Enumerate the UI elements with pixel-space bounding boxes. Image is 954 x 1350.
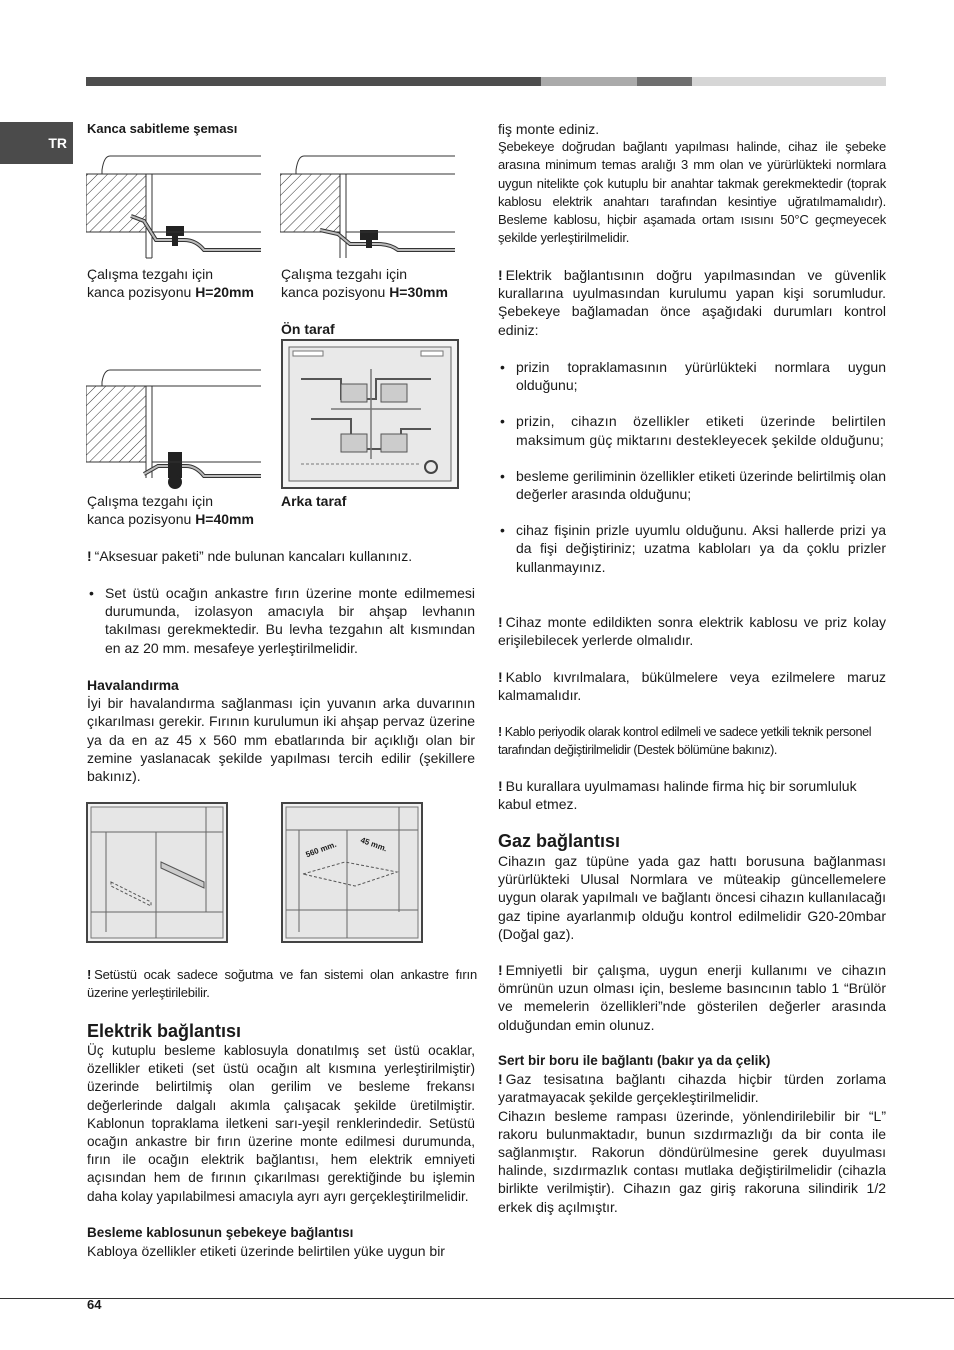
wood-board-bullet: • Set üstü ocağın ankastre fırın üzerine monte edilmemesi durumunda, izolasyon amacıyla bir ahşap levhanın takılması gerekmektedir. Bu levha tezgahın alt kısmından en az 20 mm. mesafeye yerleştirilmelidir. xyxy=(87,584,475,657)
page-number: 64 xyxy=(87,1297,102,1312)
caption-h20: Çalışma tezgahı için kanca pozisyonu H=20mm xyxy=(87,266,254,301)
front-side-label: Ön taraf xyxy=(281,321,335,337)
electrical-section: Elektrik bağlantısı Üç kutuplu besleme kablosuyla donatılmış set üstü ocaklar, özellikler etiketi (set üstü ocağın alt kısmına yerleştirilmiştir) üzerinde belirtilmiş olan gerilim ve besleme frekansı değerlerinde dalgalı akımla çalışacak şekilde üretilmiştir. Kablonun topraklama iletkeni sarı-yeşil renklerindedir. Setüstü ocağın ankastre bir fırın üzerine monte edilmesi durumunda, fırın ile ocağın elektrik bağlantısı, hem elektrik emniyeti açısından hem de fırının çıkarılması gerektiğinde bu işlemin daha kolay yapılabilmesi amacıyla ayrı ayrı gerçekleştirilmelidir. xyxy=(87,1021,475,1204)
oven-fan-note: ! Setüstü ocak sadece soğutma ve fan sistemi olan ankastre fırın üzerine yerleştirilebilir. xyxy=(87,967,477,1001)
caption-h30: Çalışma tezgahı için kanca pozisyonu H=30mm xyxy=(281,266,448,301)
hook-diagram-title: Kanca sabitleme şeması xyxy=(87,121,238,136)
hook-diagram-h20 xyxy=(86,146,266,264)
dimension-560-label: 560 mm. xyxy=(304,839,338,860)
ventilation-figure-1 xyxy=(86,802,228,943)
footer-rule xyxy=(0,1298,954,1299)
bend-note: ! Kablo kıvrılmalara, bükülmelere veya ezilmelere maruz kalmamalıdır. xyxy=(498,669,886,704)
plug-continuation: fiş monte ediniz. Şebekeye doğrudan bağlantı yapılması halinde, cihaz ile şebeke arasına minimum temas aralığı 3 mm olan ve yürürlükteki normlara uygun nitelikte çok kutuplu bir anahtar takmak gerekmektedir (toprak kablosu elektrik anahtarı tarafından kesintiye uğratılmamalıdır). Besleme kablosu, hiçbir aşamada ortam ısısını 50°C geçmeyecek şekilde yerleştirilmelidir. xyxy=(498,121,886,246)
bullet-voltage: • besleme geriliminin özellikler etiketi üzerinde belirtilmiş olan değerler arasında olduğunu; xyxy=(498,467,886,503)
ventilation-section: Havalandırma İyi bir havalandırma sağlanması için yuvanın arka duvarının çıkarılması gerekir. Fırının kurulumun iki ahşap pervaz üzerine ya da en az 45 x 560 mm ebatlarında bir açıklığı olan bir zemine yaslanacak şekilde yapılması tercih edilir (şekillere bakınız). xyxy=(87,677,475,785)
hob-underside-diagram xyxy=(281,339,459,489)
liability-note: ! Bu kurallara uyulmaması halinde firma hiç bir sorumluluk kabul etmez. xyxy=(498,778,857,813)
rigid-pipe-section: Sert bir boru ile bağlantı (bakır ya da çelik) ! Gaz tesisatına bağlantı cihazda hiçbir türden zorlama yaratmayacak şekilde gerçekleştirilmelidir. Cihazın besleme rampası üzerinde, yönlendirilebilir bir “L” rakoru bulunmaktadır, bunun sızdırmazlığı da bir conta ile sağlanmıştır. Rakorun döndürülmesine gerek duyulması halinde, sızdırmazlık contası mutlaka değiştirilmelidir (cihazla birlikte verilmiştir). Cihazın gaz giriş rakoruna silindirik 1/2 erkek diş açılmıştır. xyxy=(498,1053,886,1215)
cable-section: Besleme kablosunun şebekeye bağlantısı Kabloya özellikler etiketi üzerinde belirtilen yüke uygun bir xyxy=(87,1225,445,1260)
gas-pressure-note: ! Emniyetli bir çalışma, uygun enerji kullanımı ve cihazın ömrünün uzun olması için, besleme basıncının tablo 1 “Brülör ve memelerin özellikleri”nde gösterilen değerler arasında olduğundan emin olunuz. xyxy=(498,962,886,1033)
header-bar-accent xyxy=(637,77,692,86)
accessory-note: ! “Aksesuar paketi” nde bulunan kancaları kullanınız. xyxy=(87,548,413,564)
caption-h40: Çalışma tezgahı için kanca pozisyonu H=40mm xyxy=(87,493,254,528)
bullet-earth: • prizin topraklamasının yürürlükteki normlara uygun olduğunu; xyxy=(498,358,886,394)
responsibility-note: ! Elektrik bağlantısının doğru yapılmasından ve güvenlik kurallarına uyulmasından kurulumu yapan kişi sorumludur. Şebekeye bağlamadan önce aşağıdaki durumları kontrol ediniz: xyxy=(498,267,886,338)
back-side-label: Arka taraf xyxy=(281,493,347,509)
bullet-power: • prizin, cihazın özellikler etiketi üzerinde belirtilen maksimum güç miktarını destekleyecek şekilde olduğunu; xyxy=(498,412,886,448)
header-bar-mid xyxy=(541,77,637,86)
header-bar-light xyxy=(692,77,886,86)
check-note: ! Kablo periyodik olarak kontrol edilmeli ve sadece yetkili teknik personel tarafından değiştirilmelidir (Destek bölümüne bakınız). xyxy=(498,725,872,758)
ventilation-figure-2 xyxy=(281,802,423,943)
header-bar-dark xyxy=(86,77,541,86)
hook-diagram-h30 xyxy=(280,146,460,264)
access-note: ! Cihaz monte edildikten sonra elektrik kablosu ve priz kolay erişilebilecek yerlerde olmalıdır. xyxy=(498,614,886,649)
bullet-plug: • cihaz fişinin prizle uyumlu olduğunu. Aksi hallerde prizi ya da fişi değiştiriniz; uzatma kabloları ya da çoklu prizler kullanmayınız. xyxy=(498,521,886,576)
check-bullets xyxy=(498,358,886,576)
language-tab: TR xyxy=(0,122,73,164)
hook-diagram-h40 xyxy=(86,366,266,492)
gas-section: Gaz bağlantısı Cihazın gaz tüpüne yada gaz hattı borusuna bağlanması yürürlükteki Ulusal Normlara ve müteakip güncellemelere uygun olarak yapılmalı ve bağlantı öncesi cihazın kullanılacağı gaz tipine ayarlanmıþ olduğu kontrol edilmelidir G20-20mbar (Doğal gaz). xyxy=(498,831,886,942)
dimension-45-label: 45 mm. xyxy=(359,835,389,854)
